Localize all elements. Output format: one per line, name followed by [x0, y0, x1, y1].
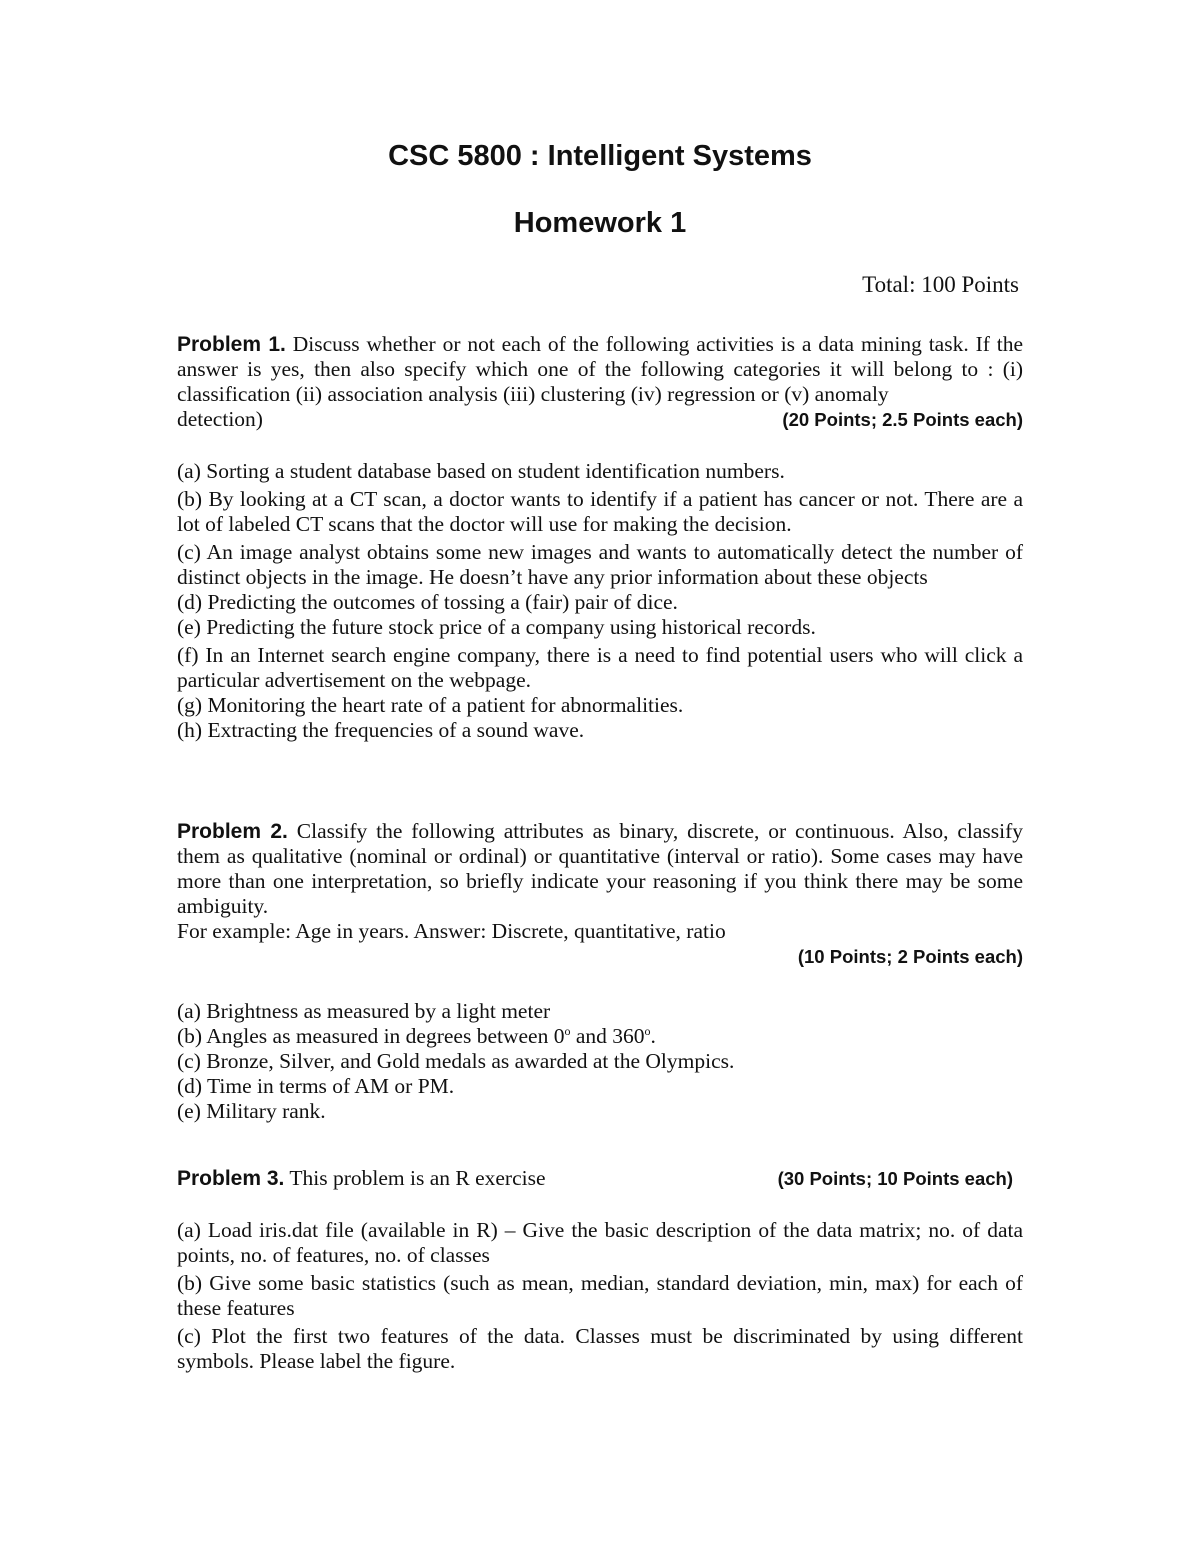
problem-1-items — [177, 459, 1023, 743]
list-item — [177, 1024, 1023, 1049]
list-item: (b) By looking at a CT scan, a doctor wants to identify if a patient has cancer or not. There are a lot of labeled CT scans that the doctor will use for making the decision. — [177, 487, 1023, 536]
problem-2-label: Problem 2. — [177, 820, 288, 843]
list-item: (b) Give some basic statistics (such as mean, median, standard deviation, min, max) for each of these features — [177, 1271, 1023, 1320]
list-item: (d) Time in terms of AM or PM. — [177, 1074, 455, 1098]
list-item: (a) Brightness as measured by a light meter — [177, 999, 551, 1023]
assignment-title: Homework 1 — [513, 207, 687, 239]
problem-2-items — [177, 999, 1023, 1124]
problem-3-items — [177, 1218, 1023, 1374]
list-item: (a) Sorting a student database based on student identification numbers. — [177, 459, 785, 483]
list-item: (c) Plot the first two features of the data. Classes must be discriminated by using different symbols. Please label the figure. — [177, 1324, 1023, 1373]
list-item: (a) Load iris.dat file (available in R) – Give the basic description of the data matrix; no. of data points, no. of features, no. of classes — [177, 1218, 1023, 1267]
problem-3-intro — [177, 1166, 546, 1191]
course-title: CSC 5800 : Intelligent Systems — [388, 140, 812, 172]
problem-2-points: (10 Points; 2 Points each) — [797, 946, 1023, 967]
problem-1-points: (20 Points; 2.5 Points each) — [782, 409, 1023, 430]
problem-1-text-end: detection) — [177, 407, 263, 431]
item-b-text-2: and 360 — [570, 1024, 645, 1048]
item-b-text-3: . — [650, 1024, 656, 1048]
degree-symbol: o — [564, 1023, 571, 1038]
problem-2-example: For example: Age in years. Answer: Discrete, quantitative, ratio — [177, 919, 726, 943]
list-item: (e) Predicting the future stock price of a company using historical records. — [177, 615, 816, 639]
problem-3-label: Problem 3. — [177, 1167, 285, 1190]
list-item: (h) Extracting the frequencies of a sound wave. — [177, 718, 585, 742]
list-item: (f) In an Internet search engine company, there is a need to find potential users who will click a particular advertisement on the webpage. — [177, 643, 1023, 692]
degree-symbol: o — [644, 1023, 651, 1038]
list-item: (g) Monitoring the heart rate of a patient for abnormalities. — [177, 693, 684, 717]
problem-2-text: Classify the following attributes as binary, discrete, or continuous. Also, classify them as qualitative (nominal or ordinal) or quantitative (interval or ratio). Some cases may have more than one interpretation, so briefly indicate your reasoning if you think there may be some ambiguity. — [177, 819, 1024, 918]
list-item: (d) Predicting the outcomes of tossing a (fair) pair of dice. — [177, 590, 678, 614]
list-item: (c) An image analyst obtains some new images and wants to automatically detect the number of distinct objects in the image. He doesn’t have any prior information about these objects — [177, 540, 1023, 589]
problem-1-points-line — [177, 407, 1023, 432]
problem-2-points-line — [177, 944, 1023, 969]
problem-1-label: Problem 1. — [177, 333, 286, 356]
list-item: (c) Bronze, Silver, and Gold medals as awarded at the Olympics. — [177, 1049, 735, 1073]
problem-2-intro — [177, 819, 1023, 919]
problem-1 — [177, 332, 1023, 743]
total-points: Total: 100 Points — [862, 272, 1019, 297]
problem-3-text: This problem is an R exercise — [289, 1166, 546, 1190]
problem-3 — [177, 1166, 1023, 1374]
item-b-text-1: (b) Angles as measured in degrees between 0 — [177, 1024, 565, 1048]
problem-1-intro — [177, 332, 1023, 407]
problem-3-points: (30 Points; 10 Points each) — [777, 1168, 1013, 1189]
problem-2 — [177, 819, 1023, 1124]
problem-1-text: Discuss whether or not each of the following activities is a data mining task. If the answer is yes, then also specify which one of the following categories it will belong to : (i) classification (ii) association analysis (iii) clustering (iv) regression or (v) anomaly — [177, 332, 1024, 406]
list-item: (e) Military rank. — [177, 1099, 326, 1123]
problem-3-heading — [177, 1166, 1023, 1191]
